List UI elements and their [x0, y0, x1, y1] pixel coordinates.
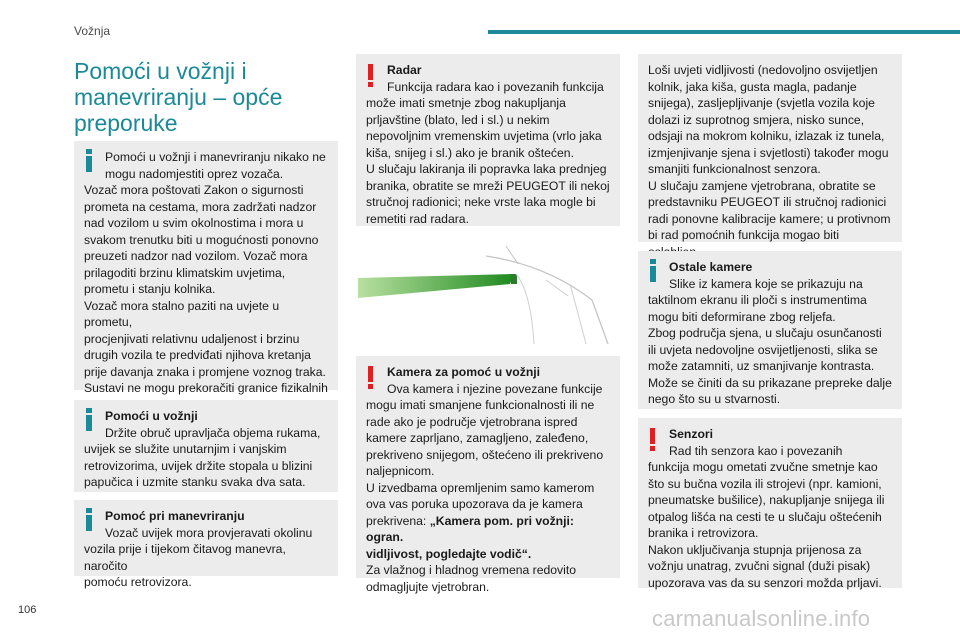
box-line: odmagljujte vjetrobran.: [366, 579, 490, 594]
box-line: pneumatske bušilice), nakupljanje snijega ili: [648, 493, 885, 507]
box-line: pomoću retrovizora.: [84, 575, 192, 589]
box-line: retrovizorima, uvijek držite stopala u blizini: [84, 458, 313, 473]
box-line: odsjaji na mokrom kolniku, izlazak iz tunela,: [648, 129, 885, 143]
box-line: ova vas poruka upozorava da je kamera: [366, 497, 583, 511]
box-line: svakom trenutku biti u mogućnosti ponovno: [84, 232, 319, 247]
box-line: rade ako je područje vjetrobrana ispred: [366, 414, 578, 429]
box-line: prometu i stanju kolnika.: [84, 282, 216, 296]
box-line: snijega), zasljepljivanje (svjetla vozila koje: [648, 96, 875, 110]
box-heading: Kamera za pomoć u vožnji: [387, 365, 541, 379]
box-line: vožnju unatrag, zvučni signal (duži pisak): [648, 559, 871, 573]
general-info-box: [74, 141, 338, 395]
box-line: U slučaju zamjene vjetrobrana, obratite se: [648, 178, 876, 193]
box-line: izmjenjivanje sjena i svjetlosti) također mogu: [648, 145, 889, 160]
other-cameras-box: [638, 251, 902, 409]
box-line: U slučaju lakiranja ili popravka laka prednjeg: [366, 162, 607, 176]
box-line: radi ponovne kalibracije kamere; u protivnom: [648, 211, 891, 226]
box-line: U izvedbama opremljenim samo kamerom: [366, 480, 595, 495]
box-line: uvijek se služite unutarnjim i vanjskim: [84, 442, 287, 456]
page-number: 106: [18, 604, 37, 616]
header-accent-rule: [488, 30, 960, 34]
box-line: prilagoditi brzinu klimatskim uvjetima,: [84, 265, 286, 280]
box-line: papučica i uzmite stanku svaka dva sata.: [84, 475, 306, 489]
box-line: Ova kamera i njezine povezane funkcije: [387, 381, 603, 396]
box-line: dolazi iz suprotnog smjera, nisko sunce,: [648, 112, 865, 127]
box-line: Može se činiti da su prikazane prepreke dalje: [648, 375, 892, 390]
box-line: prometa na cestama, mora zadržati nadzor: [84, 199, 317, 214]
box-line: može imati smetnje zbog nakupljanja: [366, 96, 566, 110]
box-line: branika i retrovizora.: [648, 526, 759, 540]
driving-aid-box: [74, 400, 338, 492]
box-line: ili uvjeta nedovoljne osvijetljenosti, slika se: [648, 342, 878, 357]
camera-message: „Kamera pom. pri vožnji: ogran.: [366, 513, 574, 544]
box-line: taktilnom ekranu ili ploči s instrumentima: [648, 293, 867, 307]
box-line: otpalog lišća na cesti te u slučaju oštećenih: [648, 509, 882, 524]
box-line: upozorava vas da su senzori možda prljavi.: [648, 575, 882, 590]
box-line: drugih vozila te predviđati njihova kretanja: [84, 348, 311, 362]
box-line: Pomoći u vožnji i manevriranju nikako ne: [105, 150, 326, 164]
box-line: Funkcija radara kao i povezanih funkcija: [387, 79, 604, 94]
windscreen-camera-illustration: [356, 240, 620, 344]
box-line: prljavštine (blato, led i sl.) u nekim: [366, 112, 550, 127]
box-line-text: prekrivena:: [366, 513, 430, 528]
box-line: bi rad pomoćnih funkcija mogao biti: [648, 228, 840, 242]
camera-warning-box: [356, 356, 620, 594]
box-line: predstavniku PEUGEOT ili stručnoj radionici: [648, 195, 887, 209]
box-line: smanjiti funkcionalnost senzora.: [648, 162, 821, 176]
box-line: procjenjivati relativnu udaljenost i brzinu: [84, 331, 300, 346]
section-label: Vožnja: [74, 24, 111, 38]
box-line: nad vozilom u svim okolnostima i mora u: [84, 216, 304, 230]
visibility-box: [638, 54, 902, 242]
box-line: kamere zaprljano, zamagljeno, zaleđeno,: [366, 431, 589, 445]
box-heading: Pomoć pri manevriranju: [105, 509, 245, 523]
info-icon: [650, 259, 656, 282]
box-line: prekriveno snijegom, oštećeno ili prekriveno: [366, 447, 604, 462]
sensors-warning-box: [638, 418, 902, 588]
box-line: mogu biti deformirane zbog reljefa.: [648, 309, 836, 324]
radar-warning-box: [356, 54, 620, 226]
box-line: [366, 513, 610, 546]
box-line: preuzeti nadzor nad vozilom. Vozač mora: [84, 249, 308, 263]
warning-icon: [367, 64, 375, 87]
box-line: Vozač uvijek mora provjeravati okolinu: [105, 525, 313, 540]
warning-icon: [367, 366, 375, 389]
info-icon: [86, 408, 92, 431]
watermark: carmanualsonline.info: [652, 606, 871, 631]
camera-message: vidljivost, pogledajte vodič“.: [366, 546, 532, 561]
box-line: može zatamniti, uz smanjivanje kontrasta.: [648, 359, 875, 373]
box-line: što su bučna vozila ili strojevi (npr. kamioni,: [648, 476, 882, 491]
box-line: nepovoljnim vremenskim uvjetima (vrlo jaka: [366, 129, 602, 143]
box-line: stručnoj radionici; neke vrste laka mogle bi: [366, 195, 596, 209]
manoeuvring-aid-box: [74, 500, 338, 589]
box-line: Držite obruč upravljača objema rukama,: [105, 425, 321, 440]
box-heading: Radar: [387, 63, 422, 77]
box-line: branika, obratite se mreži PEUGEOT ili nekoj: [366, 178, 610, 193]
box-line: kolnik, jaka kiša, gusta magla, padanje: [648, 79, 857, 94]
box-line: nego što su u stvarnosti.: [648, 392, 781, 406]
box-line: Za vlažnog i hladnog vremena redovito: [366, 563, 577, 577]
box-line: mogu nadomjestiti oprez vozača.: [105, 166, 284, 181]
page-title: Pomoći u vožnji i manevriranju – opće preporuke: [74, 58, 283, 136]
box-heading: Senzori: [669, 427, 714, 441]
box-line: funkcija mogu ometati zvučne smetnje kao: [648, 460, 878, 474]
box-line: Zbog područja sjena, u slučaju osunčanosti: [648, 326, 882, 340]
box-line: Vozač mora stalno paziti na uvjete u prometu,: [84, 298, 280, 329]
box-line: kiša, snijeg i sl.) ako je branik oštećen.: [366, 145, 574, 160]
box-heading: Pomoći u vožnji: [105, 409, 198, 423]
box-line: remetiti rad radara.: [366, 211, 469, 226]
box-line: Vozač mora poštovati Zakon o sigurnosti: [84, 183, 304, 197]
box-line: Rad tih senzora kao i povezanih: [669, 443, 843, 458]
box-line: naljepnicom.: [366, 464, 435, 478]
box-heading: Ostale kamere: [669, 260, 753, 274]
box-line: Nakon uključivanja stupnja prijenosa za: [648, 542, 862, 557]
box-line: mogu imati smanjene funkcionalnosti ili ne: [366, 398, 595, 412]
warning-icon: [649, 428, 657, 451]
info-icon: [86, 508, 92, 531]
box-line: prije davanja znaka i promjene voznog traka.: [84, 364, 326, 379]
info-icon: [86, 149, 92, 172]
box-line: Slike iz kamera koje se prikazuju na: [669, 276, 863, 291]
box-line: Loši uvjeti vidljivosti (nedovoljno osvijetljen: [648, 63, 878, 77]
box-line: vozila prije i tijekom čitavog manevra, naročito: [84, 542, 286, 573]
box-line: Sustavi ne mogu prekoračiti granice fizikalnih: [84, 381, 328, 395]
